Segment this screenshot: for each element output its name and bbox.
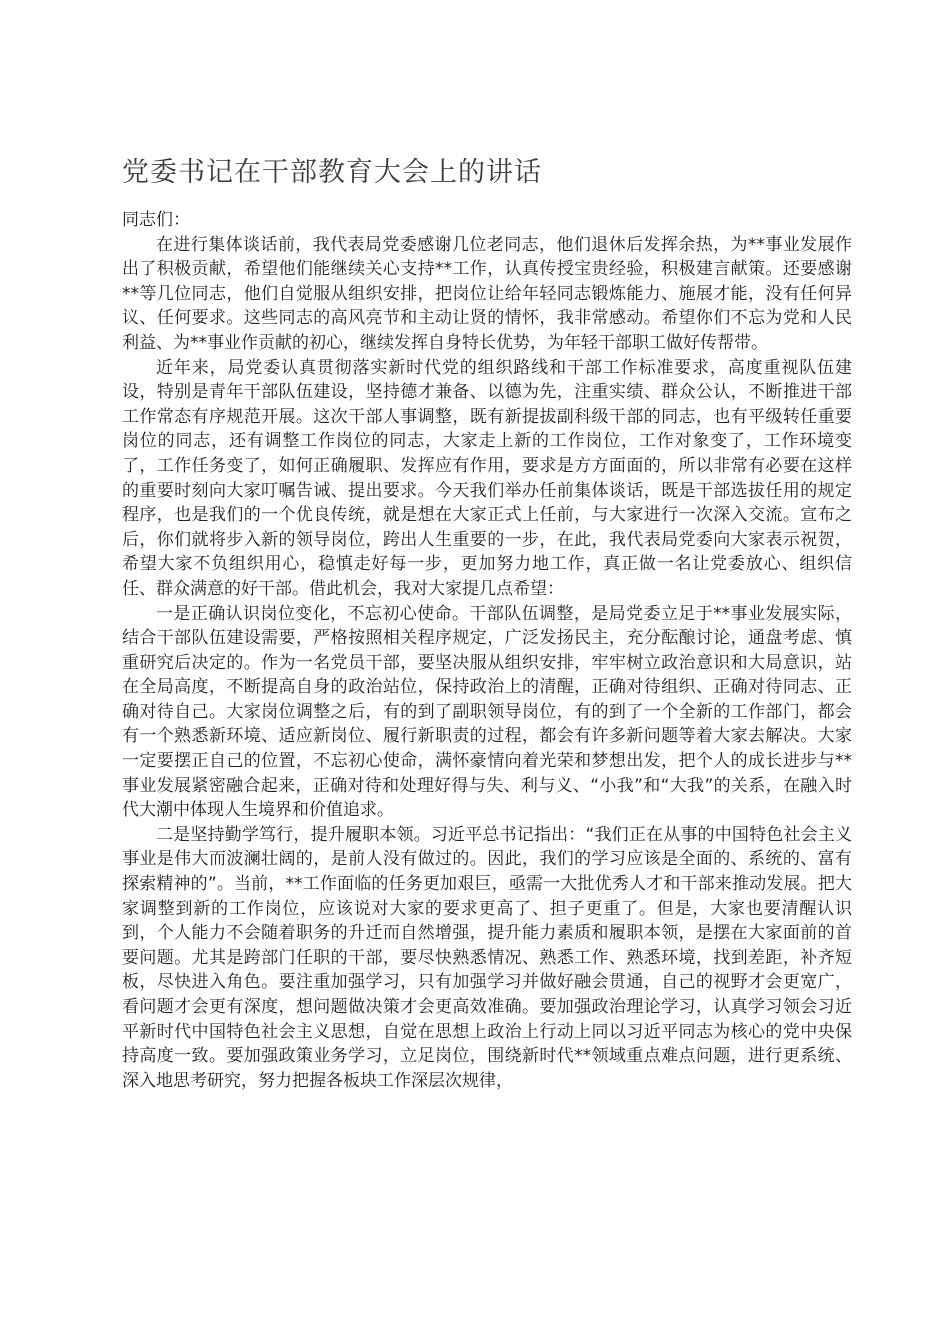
- paragraph-2: 近年来，局党委认真贯彻落实新时代党的组织路线和干部工作标准要求，高度重视队伍建设，特别是青年干部队伍建设，坚持德才兼备、以德为先，注重实绩、群众公认，不断推进干部工作常态有序规范开展。这次干部人事调整，既有新提拔副科级干部的同志，也有平级转任重要岗位的同志，还有调整工作岗位的同志，大家走上新的工作岗位，工作对象变了，工作环境变了，工作任务变了，如何正确履职、发挥应有作用，要求是方方面面的，所以非常有必要在这样的重要时刻向大家叮嘱告诫、提出要求。今天我们举办任前集体谈话，既是干部选拔任用的规定程序，也是我们的一个优良传统，就是想在大家正式上任前，与大家进行一次深入交流。宣布之后，你们就将步入新的领导岗位，跨出人生重要的一步，在此，我代表局党委向大家表示祝贺，希望大家不负组织用心，稳慎走好每一步，更加努力地工作，真正做一名让党委放心、组织信任、群众满意的好干部。借此机会，我对大家提几点希望：: [122, 357, 852, 599]
- document-title: 党委书记在干部教育大会上的讲话: [122, 157, 542, 188]
- paragraph-4: 二是坚持勤学笃行，提升履职本领。习近平总书记指出：“我们正在从事的中国特色社会主义事业是伟大而波澜壮阔的，是前人没有做过的。因此，我们的学习应该是全面的、系统的、富有探索精神的”。当前，**工作面临的任务更加艰巨，亟需一大批优秀人才和干部来推动发展。把大家调整到新的工作岗位，应该说对大家的要求更高了、担子更重了。但是，大家也要清醒认识到，个人能力不会随着职务的升迁而自然增强，提升能力素质和履职本领，是摆在大家面前的首要问题。尤其是跨部门任职的干部，要尽快熟悉情况、熟悉工作、熟悉环境，找到差距，补齐短板，尽快进入角色。要注重加强学习，只有加强学习并做好融会贯通，自己的视野才会更宽广，看问题才会更有深度，想问题做决策才会更高效准确。要加强政治理论学习，认真学习领会习近平新时代中国特色社会主义思想，自觉在思想上政治上行动上同以习近平同志为核心的党中央保持高度一致。要加强政策业务学习，立足岗位，围绕新时代**领域重点难点问题，进行更系统、深入地思考研究，努力把握各板块工作深层次规律，: [122, 824, 852, 1091]
- salutation: 同志们：: [122, 210, 190, 230]
- paragraph-1: 在进行集体谈话前，我代表局党委感谢几位老同志，他们退休后发挥余热，为**事业发展作出了积极贡献，希望他们能继续关心支持**工作，认真传授宝贵经验，积极建言献策。还要感谢**等几位同志，他们自觉服从组织安排，把岗位让给年轻同志锻炼能力、施展才能，没有任何异议、任何要求。这些同志的高风亮节和主动让贤的情怀，我非常感动。希望你们不忘为党和人民利益、为**事业作贡献的初心，继续发挥自身特长优势，为年轻干部职工做好传帮带。: [122, 234, 852, 353]
- document-body: [122, 208, 852, 1093]
- paragraph-3: 一是正确认识岗位变化，不忘初心使命。干部队伍调整，是局党委立足于**事业发展实际，结合干部队伍建设需要，严格按照相关程序规定，广泛发扬民主，充分酝酿讨论，通盘考虑、慎重研究后决定的。作为一名党员干部，要坚决服从组织安排，牢牢树立政治意识和大局意识，站在全局高度，不断提高自身的政治站位，保持政治上的清醒，正确对待组织、正确对待同志、正确对待自己。大家岗位调整之后，有的到了副职领导岗位，有的到了一个全新的工作部门，都会有一个熟悉新环境、适应新岗位、履行新职责的过程，都会有许多新问题等着大家去解决。大家一定要摆正自己的位置，不忘初心使命，满怀豪情向着光荣和梦想出发，把个人的成长进步与**事业发展紧密融合起来，正确对待和处理好得与失、利与义、“小我”和“大我”的关系，在融入时代大潮中体现人生境界和价值追求。: [122, 603, 852, 821]
